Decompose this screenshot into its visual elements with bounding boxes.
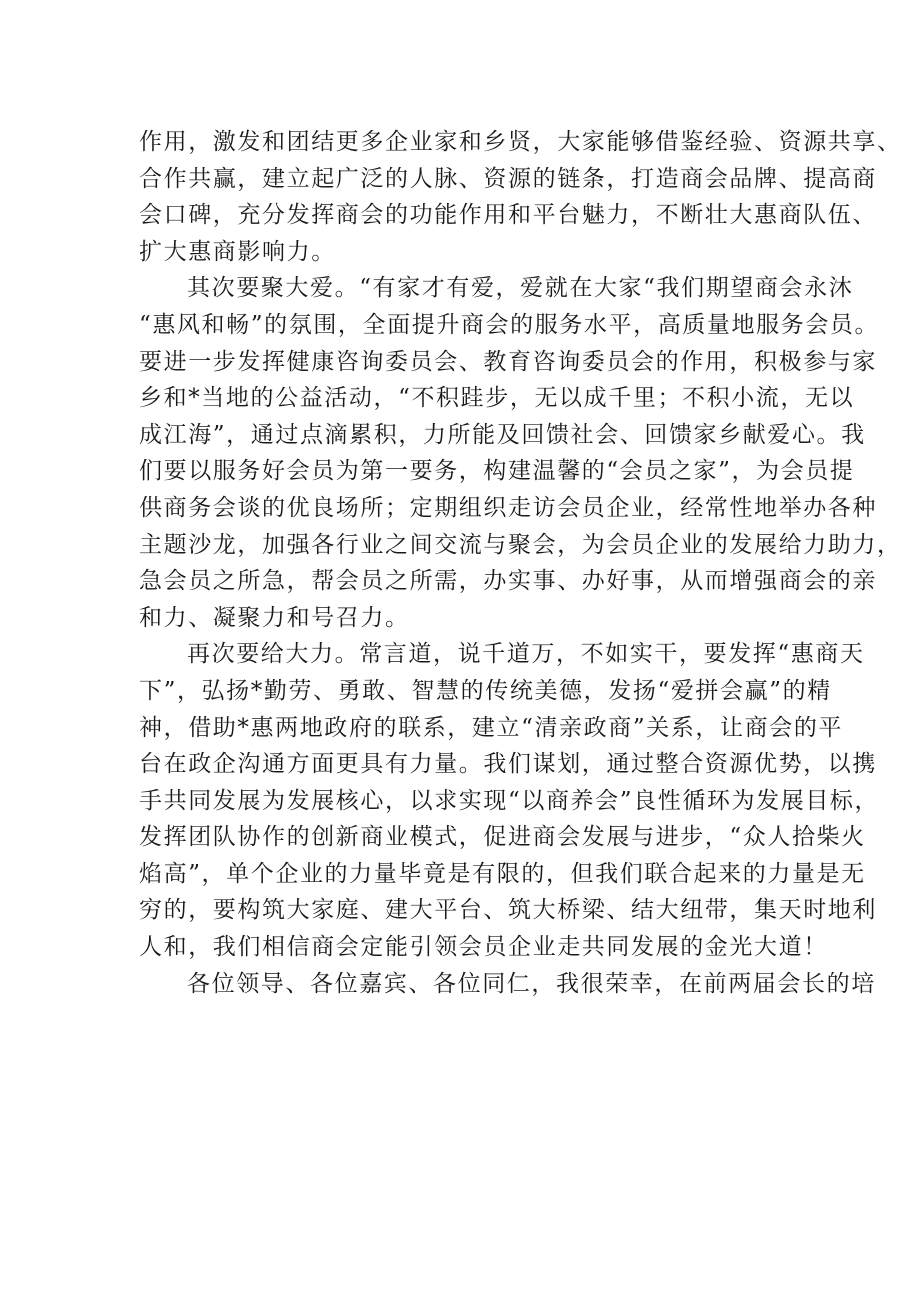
paragraph-start-line: 各位领导、各位嘉宾、各位同仁，我很荣幸，在前两届会长的培 xyxy=(187,970,876,997)
paragraph-start-line: 再次要给大力。常言道，说千道万，不如实干，要发挥“惠商天 xyxy=(187,641,865,668)
body-text xyxy=(139,124,902,1002)
text-line: 焰高”，单个企业的力量毕竟是有限的，但我们联合起来的力量是无 xyxy=(139,860,866,887)
text-line: 们要以服务好会员为第一要务，构建温馨的“会员之家”，为会员提 xyxy=(139,458,855,485)
text-line: 成江海”，通过点滴累积，力所能及回馈社会、回馈家乡献爱心。我 xyxy=(139,421,866,448)
text-line: 供商务会谈的优良场所；定期组织走访会员企业，经常性地举办各种 xyxy=(139,494,877,521)
text-line: 台在政企沟通方面更具有力量。我们谋划，通过整合资源优势，以携 xyxy=(139,751,877,778)
text-line: 合作共赢，建立起广泛的人脉、资源的链条，打造商会品牌、提高商 xyxy=(139,165,877,192)
text-line: 穷的，要构筑大家庭、建大平台、筑大桥梁、结大纽带，集天时地利 xyxy=(139,897,877,924)
text-line: 主题沙龙，加强各行业之间交流与聚会，为会员企业的发展给力助力， xyxy=(139,531,902,558)
text-line: 扩大惠商影响力。 xyxy=(139,238,336,265)
text-line: 作用，激发和团结更多企业家和乡贤，大家能够借鉴经验、资源共享、 xyxy=(139,129,902,155)
text-line: 和力、凝聚力和号召力。 xyxy=(139,604,410,631)
text-line: 下”，弘扬*勤劳、勇敢、智慧的传统美德，发扬“爱拼会赢”的精 xyxy=(139,677,832,704)
text-line: 发挥团队协作的创新商业模式，促进商会发展与进步，“众人拾柴火 xyxy=(139,824,866,851)
paragraph-start-line: 其次要聚大爱。“有家才有爱，爱就在大家“我们期望商会永沐 xyxy=(187,275,854,302)
text-line: 急会员之所急，帮会员之所需，办实事、办好事，从而增强商会的亲 xyxy=(139,568,877,595)
text-line: 会口碑，充分发挥商会的功能作用和平台魅力，不断壮大惠商队伍、 xyxy=(139,202,877,229)
text-line: 神，借助*惠两地政府的联系，建立“清亲政商”关系，让商会的平 xyxy=(139,714,844,741)
text-line: 要进一步发挥健康咨询委员会、教育咨询委员会的作用，积极参与家 xyxy=(139,348,877,375)
text-line: “惠风和畅”的氛围，全面提升商会的服务水平，高质量地服务会员。 xyxy=(139,311,880,338)
text-line: 手共同发展为发展核心，以求实现“以商养会”良性循环为发展目标， xyxy=(139,787,880,814)
text-line: 乡和*当地的公益活动，“不积跬步，无以成千里；不积小流，无以 xyxy=(139,385,855,412)
text-line: 人和，我们相信商会定能引领会员企业走共同发展的金光大道！ xyxy=(139,934,828,961)
